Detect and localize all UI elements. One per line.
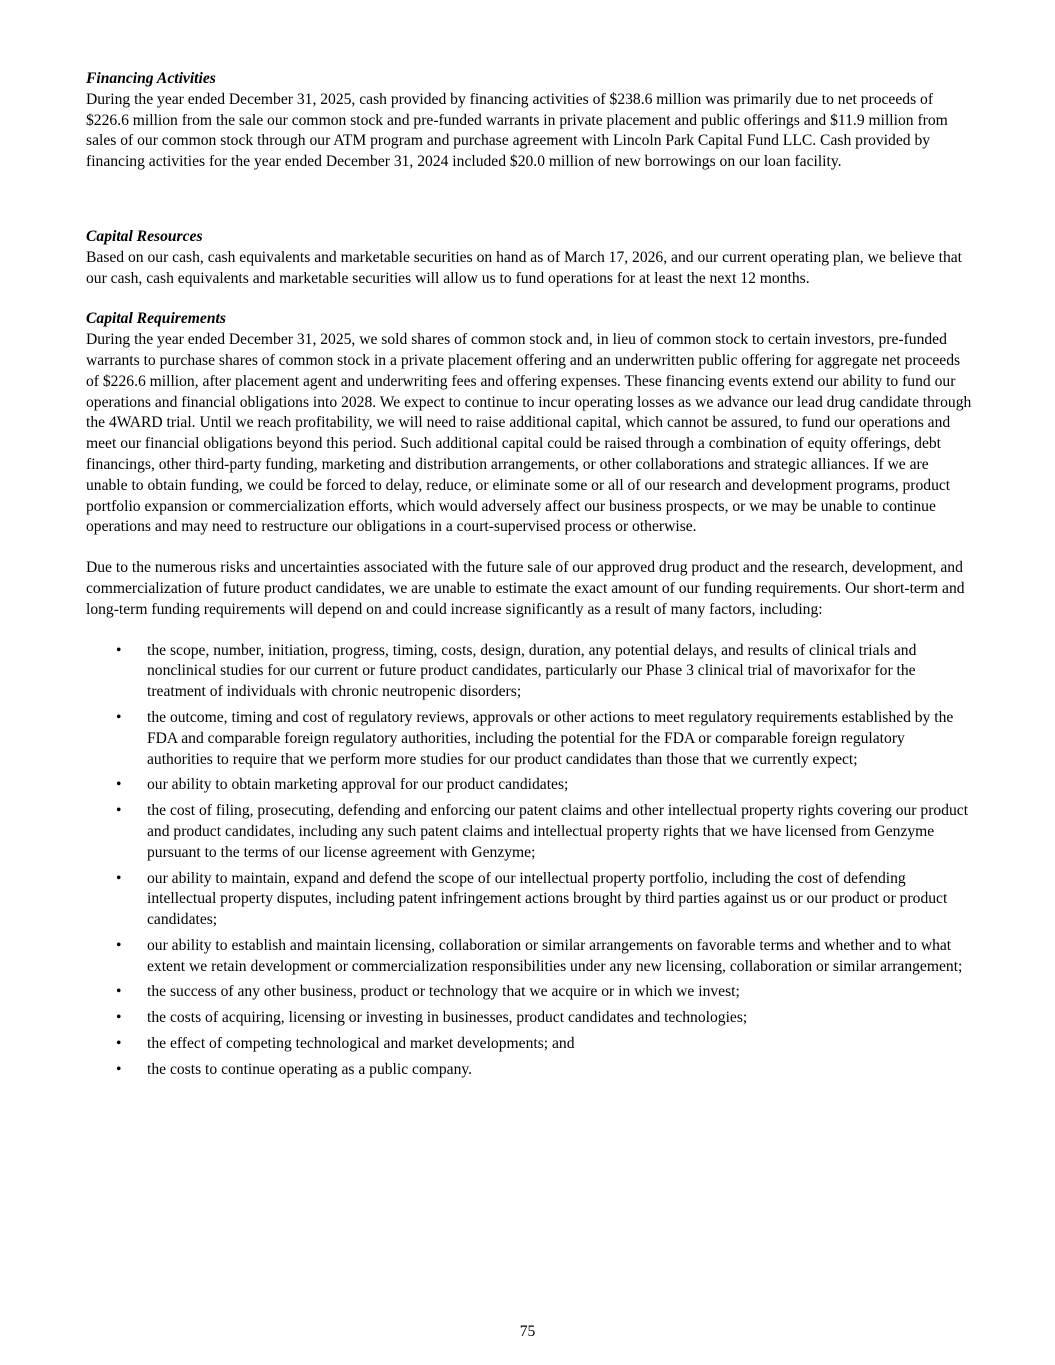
list-item [86,775,974,796]
bullet-icon: • [116,936,122,954]
list-item [86,1060,974,1081]
list-item [86,1008,974,1029]
list-item-text: our ability to establish and maintain licensing, collaboration or similar arrangements on favorable terms and whether and to what extent we retain development or commercialization responsibilities under any new licensing, collaboration or similar arrangement; [147,936,963,975]
list-item [86,936,974,978]
list-item [86,708,974,770]
bullet-icon: • [116,869,122,887]
capital-resources-section [86,227,974,289]
bullet-icon: • [116,641,122,659]
capital-requirements-paragraph-1: During the year ended December 31, 2025, we sold shares of common stock and, in lieu of common stock to certain investors, pre-funded warrants to purchase shares of common stock in a private placement offering and an underwritten public offering for aggregate net proceeds of $226.6 million, after placement agent and underwriting fees and offering expenses. These financing events extend our ability to fund our operations and financial obligations into 2028. We expect to continue to incur operating losses as we advance our lead drug candidate through the 4WARD trial. Until we reach profitability, we will need to raise additional capital, which cannot be assured, to fund our operations and meet our financial obligations beyond this period. Such additional capital could be raised through a combination of equity offerings, debt financings, other third-party funding, marketing and distribution arrangements, or other collaborations and strategic alliances. If we are unable to obtain funding, we could be forced to delay, reduce, or eliminate some or all of our research and development programs, product portfolio expansion or commercialization efforts, which would adversely affect our business prospects, or we may be unable to continue operations and may need to restructure our obligations in a court-supervised process or otherwise. [86,331,972,536]
document-page [86,69,974,1086]
funding-factors-list [86,641,974,1081]
list-item-text: the cost of filing, prosecuting, defending and enforcing our patent claims and other intellectual property rights covering our product and product candidates, including any such patent claims and intellectual property rights that we have licensed from Genzyme pursuant to the terms of our license agreement with Genzyme; [147,802,969,861]
list-item [86,1034,974,1055]
financing-activities-section [86,69,974,173]
page-number: 75 [519,1323,536,1340]
list-item-text: the outcome, timing and cost of regulatory reviews, approvals or other actions to meet regulatory requirements established by the FDA and comparable foreign regulatory authorities, including the potential for the FDA or comparable foreign regulatory authorities to require that we perform more studies for our product candidates than those that we currently expect; [147,708,954,768]
financing-activities-body: During the year ended December 31, 2025, cash provided by financing activities of $238.6 million was primarily due to net proceeds of $226.6 million from the sale our common stock and pre-funded warrants in private placement and public offerings and $11.9 million from sales of our common stock through our ATM program and purchase agreement with Lincoln Park Capital Fund LLC. Cash provided by financing activities for the year ended December 31, 2024 included $20.0 million of new borrowings on our loan facility. [86,90,948,171]
bullet-icon: • [116,776,122,794]
bullet-icon: • [116,1035,122,1053]
list-item [86,641,974,703]
capital-resources-heading: Capital Resources [86,227,203,245]
list-item [86,982,974,1003]
list-item [86,869,974,931]
list-item [86,801,974,863]
list-item-text: our ability to maintain, expand and defend the scope of our intellectual property portfolio, including the cost of defending intellectual property disputes, including patent infringement actions brought by third parties against us or our product or product candidates; [147,869,948,929]
capital-requirements-heading: Capital Requirements [86,310,226,328]
bullet-icon: • [116,1009,122,1027]
bullet-icon: • [116,708,122,726]
list-item-text: the success of any other business, product or technology that we acquire or in which we invest; [147,983,740,1001]
list-item-text: the costs of acquiring, licensing or investing in businesses, product candidates and technologies; [147,1009,748,1027]
financing-activities-heading: Financing Activities [86,70,216,87]
bullet-icon: • [116,1060,122,1078]
capital-requirements-paragraph-2: Due to the numerous risks and uncertainties associated with the future sale of our approved drug product and the research, development, and commercialization of future product candidates, we are unable to estimate the exact amount of our funding requirements. Our short-term and long-term funding requirements will depend on and could increase significantly as a result of many factors, including: [86,559,965,618]
bullet-icon: • [116,802,122,820]
bullet-icon: • [116,983,122,1001]
capital-requirements-section [86,309,974,1080]
list-item-text: the costs to continue operating as a public company. [147,1060,473,1078]
list-item-text: our ability to obtain marketing approval for our product candidates; [147,776,569,794]
capital-resources-body: Based on our cash, cash equivalents and marketable securities on hand as of March 17, 2026, and our current operating plan, we believe that our cash, cash equivalents and marketable securities will allow us to fund operations for at least the next 12 months. [86,248,962,287]
list-item-text: the scope, number, initiation, progress, timing, costs, design, duration, any potential delays, and results of clinical trials and nonclinical studies for our current or future product candidates, particularly our Phase 3 clinical trial of mavorixafor for the treatment of individuals with chronic neutropenic disorders; [147,641,917,701]
list-item-text: the effect of competing technological and market developments; and [147,1035,575,1053]
